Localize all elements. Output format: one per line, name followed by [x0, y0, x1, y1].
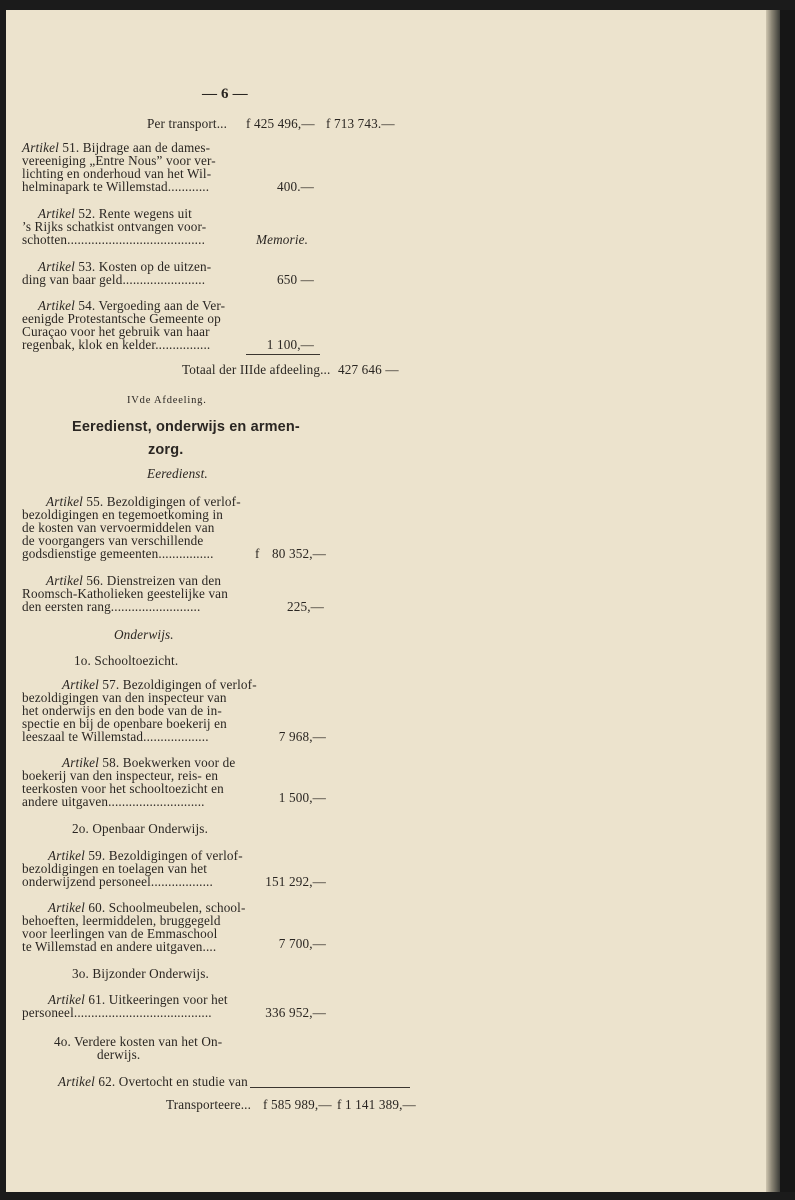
article-line: 60. Schoolmeubelen, school-: [88, 900, 246, 915]
article-line: bezoldigingen en toelagen van het: [22, 861, 208, 876]
article-amount: 7 700,—: [278, 936, 326, 951]
article-line: vereeniging „Entre Nous” voor ver-: [22, 153, 216, 168]
article-line: andere uitgaven............................: [22, 794, 205, 809]
article-line: den eersten rang..........................: [22, 599, 201, 614]
transport-rule: [250, 1087, 410, 1088]
article-label: Artikel: [38, 298, 75, 313]
section-verdere-kosten-line-2: derwijs.: [97, 1047, 141, 1062]
article-amount: 151 292,—: [265, 874, 326, 889]
article-amount: 336 952,—: [265, 1005, 326, 1020]
article-amount: 80 352,—: [272, 546, 326, 561]
article-line: Curaçao voor het gebruik van haar: [22, 324, 210, 339]
page-number: — 6 —: [202, 86, 248, 102]
article-line: ding van baar geld........................: [22, 272, 206, 287]
article-amount: Memorie.: [256, 232, 309, 247]
scan-edge: [780, 10, 795, 1192]
article-line: 53. Kosten op de uitzen-: [78, 259, 212, 274]
article-62: [58, 1075, 248, 1088]
article-line: het onderwijs en den bode van de in-: [22, 703, 222, 718]
article-line: voor leerlingen van de Emmaschool: [22, 926, 218, 941]
article-line: 56. Dienstreizen van den: [86, 573, 222, 588]
article-line: bezoldigingen van den inspecteur van: [22, 690, 227, 705]
article-line: de voorgangers van verschillende: [22, 533, 204, 548]
article-line: 57. Bezoldigingen of verlof-: [102, 677, 257, 692]
article-line: boekerij van den inspecteur, reis- en: [22, 768, 219, 783]
article-line: 51. Bijdrage aan de dames-: [62, 140, 211, 155]
article-line: 61. Uitkeeringen voor het: [88, 992, 228, 1007]
article-line: godsdienstige gemeenten................: [22, 546, 214, 561]
article-line: 59. Bezoldigingen of verlof-: [88, 848, 243, 863]
transport-top-amount-2: f 713 743.—: [326, 116, 395, 131]
transport-bottom-amount-1: f 585 989,—: [263, 1097, 332, 1112]
article-label: Artikel: [62, 677, 99, 692]
section-verdere-kosten-line-1: 4o. Verdere kosten van het On-: [54, 1034, 223, 1049]
document-page: [6, 10, 766, 1192]
article-line: bezoldigingen en tegemoetkoming in: [22, 507, 224, 522]
article-label: Artikel: [58, 1074, 95, 1089]
article-line: schotten........................................: [22, 232, 206, 247]
article-amount: 225,—: [286, 599, 324, 614]
article-label: Artikel: [48, 848, 85, 863]
subtotal-rule: [246, 354, 320, 355]
transport-bottom-label: Transporteere...: [166, 1097, 252, 1112]
transport-top-amount-1: f 425 496,—: [246, 116, 315, 131]
article-line: te Willemstad en andere uitgaven....: [22, 939, 217, 954]
article-line: spectie en bij de openbare boekerij en: [22, 716, 227, 731]
article-label: Artikel: [62, 755, 99, 770]
division-heading-line-1: Eeredienst, onderwijs en armen-: [72, 419, 300, 435]
article-label: Artikel: [38, 206, 75, 221]
transport-bottom-amount-2: f 1 141 389,—: [337, 1097, 416, 1112]
article-line: lichting en onderhoud van het Wil-: [22, 166, 212, 181]
article-amount: 7 968,—: [278, 729, 326, 744]
article-label: Artikel: [48, 992, 85, 1007]
article-line: regenbak, klok en kelder................: [22, 337, 211, 352]
article-line: helminapark te Willemstad............: [22, 179, 210, 194]
article-line: 58. Boekwerken voor de: [102, 755, 236, 770]
division-heading-line-2: zorg.: [148, 442, 184, 458]
article-amount: 400.—: [276, 179, 314, 194]
section-openbaar-onderwijs: 2o. Openbaar Onderwijs.: [72, 821, 209, 836]
article-line: onderwijzend personeel..................: [22, 874, 213, 889]
article-label: Artikel: [22, 140, 59, 155]
article-line: personeel........................................: [22, 1005, 212, 1020]
total-iii-amount: 427 646 —: [338, 362, 399, 377]
total-iii-label: Totaal der IIIde afdeeling...: [182, 362, 331, 377]
subheading-eeredienst: Eeredienst.: [147, 466, 208, 481]
article-amount: 1 100,—: [266, 337, 314, 352]
article-amount: 650 —: [276, 272, 314, 287]
article-line: 52. Rente wegens uit: [78, 206, 192, 221]
article-label: Artikel: [48, 900, 85, 915]
article-line: ’s Rijks schatkist ontvangen voor-: [22, 219, 207, 234]
article-line: Roomsch-Katholieken geestelijke van: [22, 586, 228, 601]
article-line: de kosten van vervoermiddelen van: [22, 520, 215, 535]
subheading-onderwijs: Onderwijs.: [114, 627, 174, 642]
currency-prefix: f: [255, 546, 260, 561]
article-line: 62. Overtocht en studie van: [98, 1074, 248, 1089]
article-label: Artikel: [38, 259, 75, 274]
transport-top-label: Per transport...: [147, 116, 228, 131]
section-schooltoezicht: 1o. Schooltoezicht.: [74, 653, 179, 668]
division-title: IVde Afdeeling.: [127, 395, 207, 406]
article-line: eenigde Protestantsche Gemeente op: [22, 311, 221, 326]
article-label: Artikel: [46, 494, 83, 509]
article-label: Artikel: [46, 573, 83, 588]
article-line: 54. Vergoeding aan de Ver-: [78, 298, 226, 313]
article-line: leeszaal te Willemstad...................: [22, 729, 209, 744]
section-bijzonder-onderwijs: 3o. Bijzonder Onderwijs.: [72, 966, 209, 981]
article-line: behoeften, leermiddelen, bruggegeld: [22, 913, 221, 928]
article-line: teerkosten voor het schooltoezicht en: [22, 781, 224, 796]
article-line: 55. Bezoldigingen of verlof-: [86, 494, 241, 509]
article-amount: 1 500,—: [278, 790, 326, 805]
book-gutter: [766, 10, 780, 1192]
